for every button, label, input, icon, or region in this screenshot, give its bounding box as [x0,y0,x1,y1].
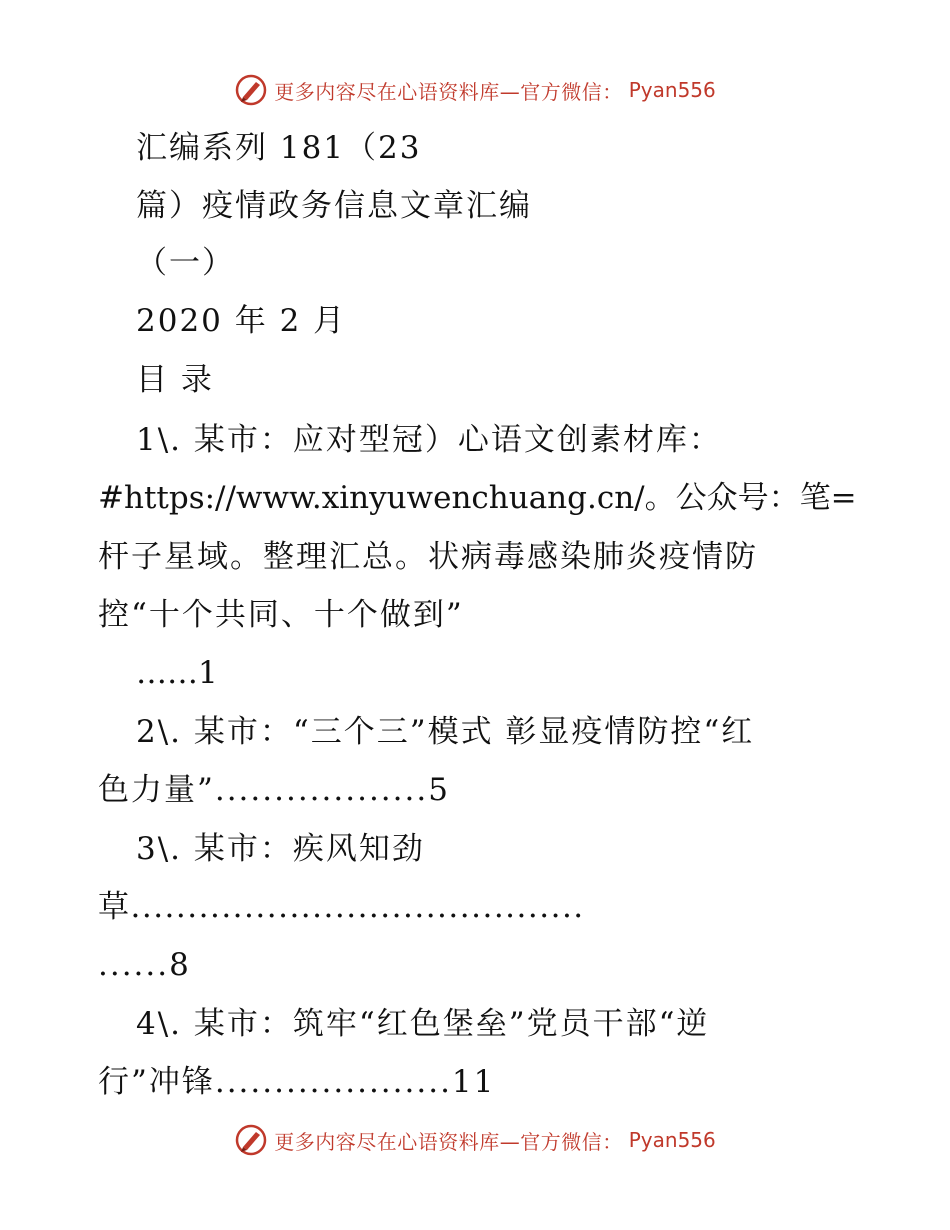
toc-item-1-line-4[interactable]: 控“十个共同、十个做到” [98,597,464,633]
toc-item-2-line-2[interactable]: 色力量”..................5 [98,772,450,808]
toc-item-1-line-2[interactable]: #https://www.xinyuwenchuang.cn/。公众号：笔= [98,480,857,516]
toc-item-1-line-3[interactable]: 杆子星域。整理汇总。状病毒感染肺炎疫情防 [98,539,758,575]
page-header [0,68,950,112]
pen-logo-icon [234,73,268,107]
footer-banner-text: 更多内容尽在心语资料库—官方微信： [274,1129,623,1154]
toc-item-4-line-1[interactable]: 4\. 某市：筑牢“红色堡垒”党员干部“逆 [136,1006,710,1042]
footer-wechat-id: Pyan556 [628,1128,716,1152]
pen-logo-icon [234,1123,268,1157]
toc-item-1-line-1[interactable]: 1\. 某市：应对型冠）心语文创素材库： [136,422,722,458]
footer-banner[interactable] [234,1123,716,1157]
doc-title-line-1: 汇编系列 181（23 [136,130,422,166]
toc-item-1-page[interactable]: ……1 [136,655,218,691]
toc-item-3-page[interactable]: ......8 [98,947,191,983]
doc-title-line-2: 篇）疫情政务信息文章汇编 [136,188,532,224]
toc-item-3-line-2[interactable]: 草........................................ [98,889,585,925]
page-footer [0,1118,950,1162]
header-wechat-id: Pyan556 [628,78,716,102]
doc-date: 2020 年 2 月 [136,303,347,339]
doc-title-line-3: （一） [136,245,235,281]
toc-item-2-line-1[interactable]: 2\. 某市：“三个三”模式 彰显疫情防控“红 [136,714,755,750]
toc-item-3-line-1[interactable]: 3\. 某市：疾风知劲 [136,831,425,867]
header-banner-text: 更多内容尽在心语资料库—官方微信： [274,79,623,104]
header-banner[interactable] [234,73,716,107]
toc-heading: 目 录 [136,362,214,398]
toc-item-4-line-2[interactable]: 行”冲锋....................11 [98,1064,496,1100]
